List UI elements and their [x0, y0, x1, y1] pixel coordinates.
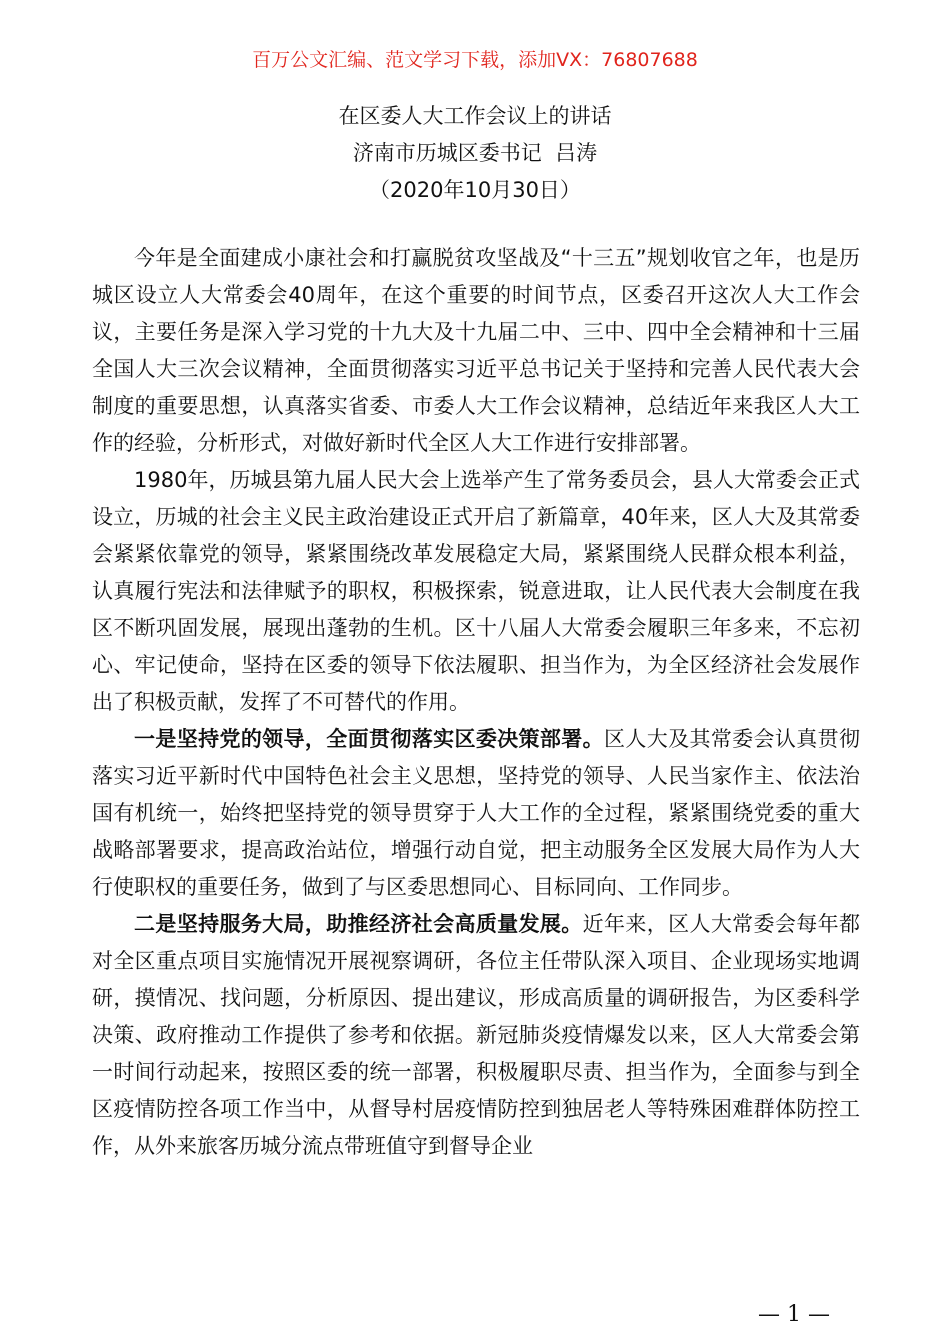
paragraph-1: 今年是全面建成小康社会和打赢脱贫攻坚战及“十三五”规划收官之年，也是历城区设立人大常委会40周年，在这个重要的时间节点，区委召开这次人大工作会议，主要任务是深入学习党的十九大及十九届二中、三中、四中全会精神和十三届全国人大三次会议精神，全面贯彻落实习近平总书记关于坚持和完善人民代表大会制度的重要思想，认真落实省委、市委人大工作会议精神，总结近年来我区人大工作的经验，分析形式，对做好新时代全区人大工作进行安排部署。: [92, 246, 860, 455]
paragraph-2: 1980年，历城县第九届人民大会上选举产生了常务委员会，县人大常委会正式设立，历城的社会主义民主政治建设正式开启了新篇章，40年来，区人大及其常委会紧紧依靠党的领导，紧紧围绕改革发展稳定大局，紧紧围绕人民群众根本利益，认真履行宪法和法律赋予的职权，积极探索，锐意进取，让人民代表大会制度在我区不断巩固发展，展现出蓬勃的生机。区十八届人大常委会履职三年多来，不忘初心、牢记使命，坚持在区委的领导下依法履职、担当作为，为全区经济社会发展作出了积极贡献，发挥了不可替代的作用。: [92, 468, 860, 714]
page-number: — 1 —: [758, 1302, 830, 1327]
paragraph-3-text: 区人大及其常委会认真贯彻落实习近平新时代中国特色社会主义思想，坚持党的领导、人民当家作主、依法治国有机统一，始终把坚持党的领导贯穿于人大工作的全过程，紧紧围绕党委的重大战略部署要求，提高政治站位，增强行动自觉，把主动服务全区发展大局作为人大行使职权的重要任务，做到了与区委思想同心、目标同向、工作同步。: [92, 727, 860, 899]
speaker-line: 济南市历城区委书记 吕涛: [352, 141, 598, 165]
paragraph-4-text: 近年来，区人大常委会每年都对全区重点项目实施情况开展视察调研，各位主任带队深入项目、企业现场实地调研，摸情况、找问题，分析原因、提出建议，形成高质量的调研报告，为区委科学决策、政府推动工作提供了参考和依据。新冠肺炎疫情爆发以来，区人大常委会第一时间行动起来，按照区委的统一部署，积极履职尽责、担当作为，全面参与到全区疫情防控各项工作当中，从督导村居疫情防控到独居老人等特殊困难群体防控工作，从外来旅客历城分流点带班值守到督导企业: [92, 912, 861, 1158]
paragraph-4: [92, 906, 860, 1165]
speech-date: （2020年10月30日）: [369, 178, 581, 202]
title-block: [0, 98, 950, 209]
speech-body: [92, 240, 860, 1165]
paragraph-4-heading: 二是坚持服务大局，助推经济社会高质量发展。: [134, 912, 583, 936]
speech-title: 在区委人大工作会议上的讲话: [338, 104, 612, 128]
paragraph-3-heading: 一是坚持党的领导，全面贯彻落实区委决策部署。: [134, 727, 604, 751]
paragraph-3: [92, 721, 860, 906]
watermark-banner: 百万公文汇编、范文学习下载，添加VX：76807688: [252, 49, 698, 71]
